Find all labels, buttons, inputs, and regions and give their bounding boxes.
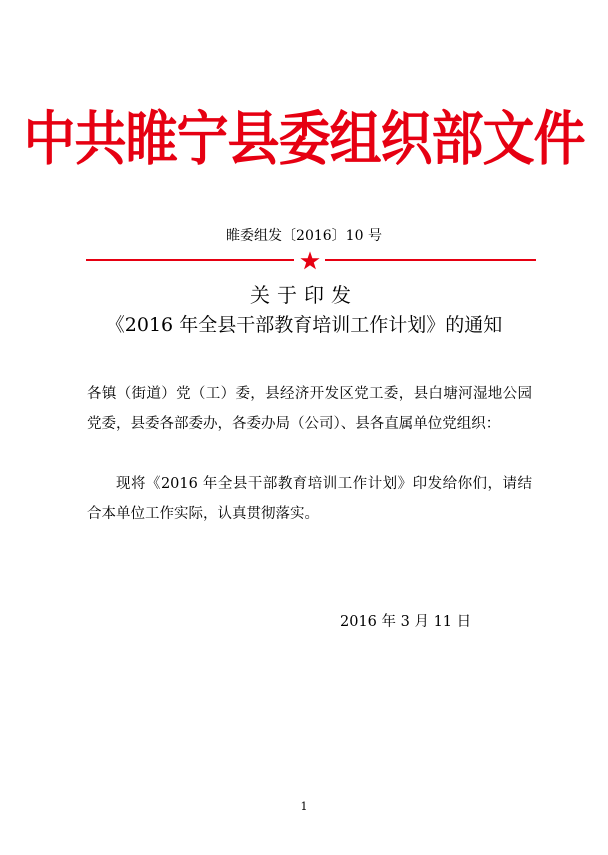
page-number: 1 <box>300 800 308 813</box>
content-paragraph: 现将《2016 年全县干部教育培训工作计划》印发给你们，请结合本单位工作实际，认真贯彻落实。 <box>87 476 532 522</box>
issue-date: 2016 年 3 月 11 日 <box>340 614 472 630</box>
document-number: 睢委组发〔2016〕10 号 <box>226 228 382 244</box>
document-header-title: 中共睢宁县委组织部文件 <box>23 106 585 174</box>
red-divider <box>86 252 536 270</box>
divider-line-left <box>86 259 294 261</box>
star-icon <box>299 250 321 272</box>
notice-title-line2: 《2016 年全县干部教育培训工作计划》的通知 <box>105 314 503 336</box>
divider-line-right <box>325 259 536 261</box>
notice-title-line1: 关于印发 <box>250 283 358 307</box>
salutation-paragraph: 各镇（街道）党（工）委，县经济开发区党工委，县白塘河湿地公园党委，县委各部委办，各委办局（公司）、县各直属单位党组织： <box>87 386 532 432</box>
